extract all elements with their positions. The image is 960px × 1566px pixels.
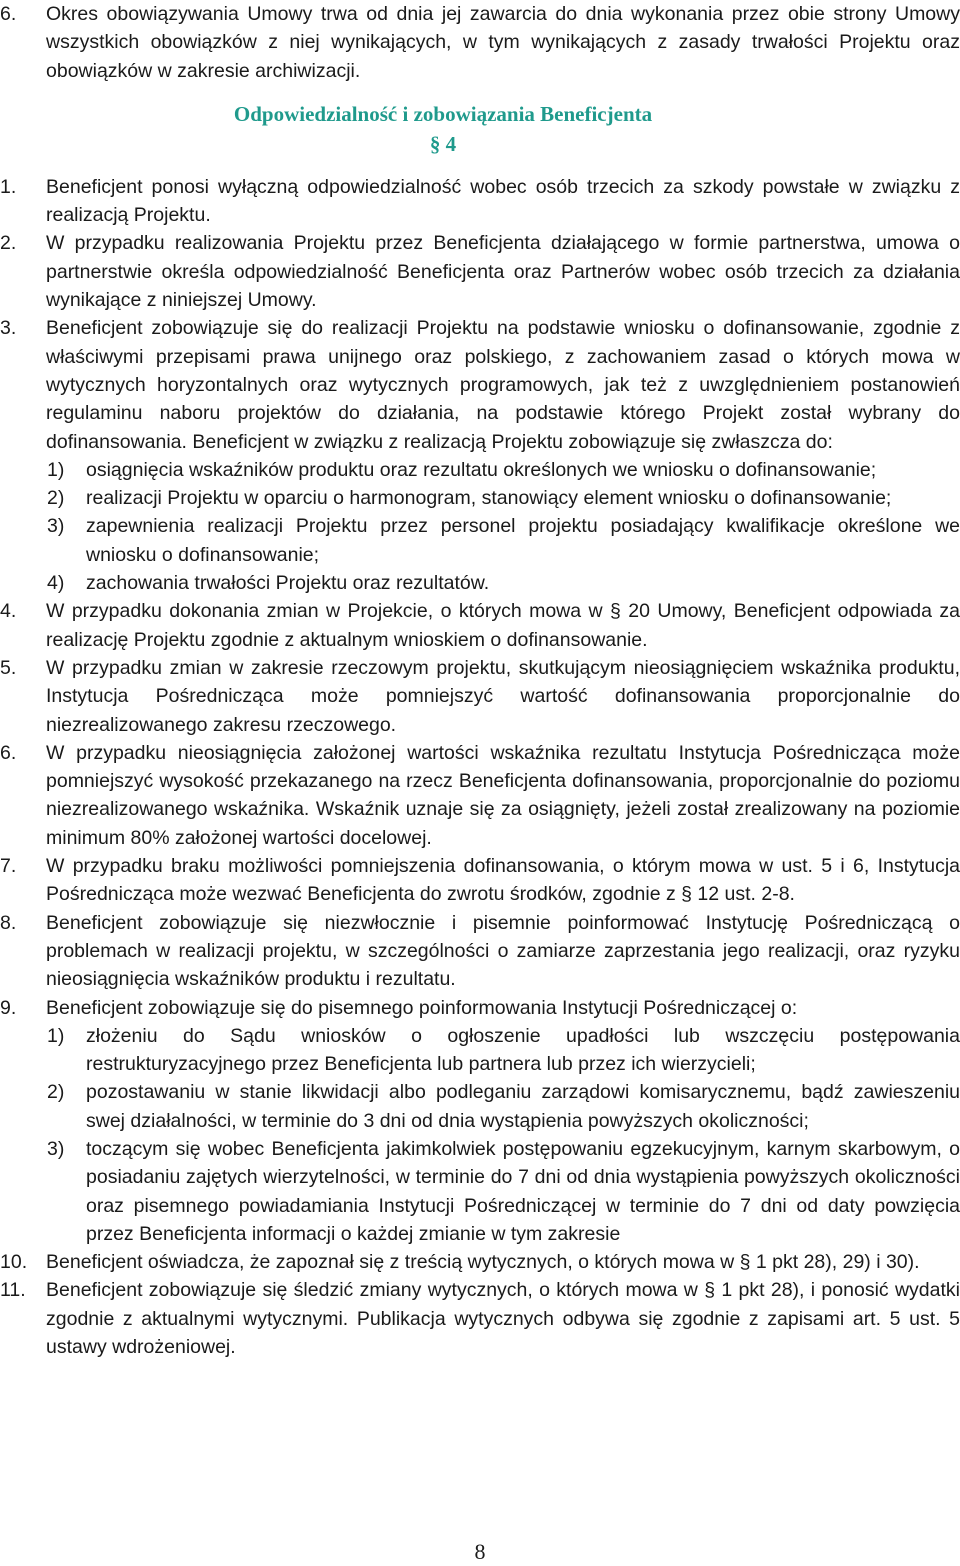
list-item [0,229,960,314]
item-text: Beneficjent zobowiązuje się do realizacji Projektu na podstawie wniosku o dofinansowanie, zgodnie z właściwymi przepisami prawa unijnego oraz polskiego, z zachowaniem zasad o których mowa w wytycznych horyzontalnych oraz wytycznych programowych, jak też z uwzględnieniem postanowień regulaminu naboru projektów do działania, na podstawie którego Projekt został wybrany do dofinansowania. Beneficjent w związku z realizacją Projektu zobowiązuje się zwłaszcza do: [46,317,960,453]
page-number: 8 [474,1539,486,1564]
list-item [0,654,960,739]
item-number: 7. [0,855,17,878]
item-text: Beneficjent zobowiązuje się śledzić zmiany wytycznych, o których mowa w § 1 pkt 28), i ponosić wydatki zgodnie z aktualnymi wytycznymi. Publikacja wytycznych odbywa się zgodnie z zapisami art. 5 ust. 5 ustawy wdrożeniowej. [46,1279,960,1359]
sub-item [0,1022,960,1079]
sub-item-text: złożeniu do Sądu wniosków o ogłoszenie upadłości lub wszczęciu postępowania restrukturyzacyjnego przez Beneficjenta lub partnera lub przez ich wierzycieli; [86,1024,960,1076]
list-item [0,852,960,909]
item-text: W przypadku dokonania zmian w Projekcie, o których mowa w § 20 Umowy, Beneficjent odpowiada za realizację Projektu zgodnie z aktualnym wnioskiem o dofinansowanie. [46,600,960,651]
item-text: W przypadku nieosiągnięcia założonej wartości wskaźnika rezultatu Instytucja Pośrednicząca może pomniejszyć wysokość przekazanego na rzecz Beneficjenta dofinansowania, proporcjonalnie do poziomu niezrealizowanego wskaźnika. Wskaźnik uznaje się za osiągnięty, jeżeli został zrealizowany na poziomie minimum 80% założonej wartości docelowej. [46,741,960,849]
sub-item-text: pozostawaniu w stanie likwidacji albo podleganiu zarządowi komisarycznemu, bądź zawieszeniu swej działalności, w terminie do 3 dni od dnia wystąpienia powyższych okoliczności; [86,1081,960,1132]
item-number: 9. [0,996,17,1019]
sub-item [0,569,960,597]
list-item [0,597,960,654]
sub-item-number: 3) [47,1137,65,1160]
item-number: 6. [0,3,17,25]
paragraph-number: § 4 [429,131,457,156]
list-item [0,739,960,852]
sub-item-number: 4) [47,572,65,595]
item-text: Okres obowiązywania Umowy trwa od dnia jej zawarcia do dnia wykonania przez obie strony Umowy wszystkich obowiązków z niej wynikających, w tym wynikających z zasady trwałości Projektu oraz obowiązków w zakresie archiwizacji. [46,3,960,82]
item-number: 6. [0,741,17,764]
item-number: 5. [0,656,17,679]
item-number: 1. [0,175,17,198]
list-item [0,0,960,85]
item-number: 2. [0,232,17,255]
sub-item [0,484,960,512]
sub-item-text: toczącym się wobec Beneficjenta jakimkolwiek postępowaniu egzekucyjnym, karnym skarbowym, o posiadaniu zajętych wierzytelności, w terminie do 7 dni od dnia wystąpienia powyższych okoliczności oraz pisemnego powiadamiania Instytucji Pośredniczącej w terminie do 7 dni od daty powzięcia przez Beneficjenta informacji o każdej zmianie w tym zakresie [86,1137,960,1245]
list-item [0,314,960,455]
item-number: 11. [0,1279,26,1302]
sub-item [0,1135,960,1248]
item-text: W przypadku braku możliwości pomniejszenia dofinansowania, o którym mowa w ust. 5 i 6, Instytucja Pośrednicząca może wezwać Beneficjenta do zwrotu środków, zgodnie z § 12 ust. 2-8. [46,855,960,906]
item-number: 8. [0,911,17,934]
sub-item-number: 2) [47,487,65,510]
item-text: Beneficjent zobowiązuje się niezwłocznie i pisemnie poinformować Instytucję Pośredniczącą o problemach w realizacji projektu, w szczególności o zamiarze zaprzestania jego realizacji, oraz ryzyku nieosiągnięcia wskaźników produktu i rezultatu. [46,911,960,991]
section-title: Odpowiedzialność i zobowiązania Beneficjenta [233,101,653,126]
sub-item-number: 1) [47,458,65,481]
sub-item-number: 3) [47,515,65,538]
item-text: W przypadku zmian w zakresie rzeczowym projektu, skutkującym nieosiągnięciem wskaźnika produktu, Instytucja Pośrednicząca może pomniejszyć wartość dofinansowania proporcjonalnie do niezrealizowanego zakresu rzeczowego. [46,656,960,736]
item-text: Beneficjent ponosi wyłączną odpowiedzialność wobec osób trzecich za szkody powstałe w związku z realizacją Projektu. [46,175,960,227]
sub-item [0,456,960,484]
sub-item-number: 1) [47,1024,65,1047]
sub-item-text: zachowania trwałości Projektu oraz rezultatów. [86,572,490,595]
sub-item-number: 2) [47,1081,65,1104]
item-text: Beneficjent zobowiązuje się do pisemnego poinformowania Instytucji Pośredniczącej o: [46,996,798,1019]
list-item [0,1248,960,1276]
item-text: W przypadku realizowania Projektu przez Beneficjenta działającego w formie partnerstwa, umowa o partnerstwie określa odpowiedzialność Beneficjenta oraz Partnerów wobec osób trzecich za działania wynikające z niniejszej Umowy. [46,232,960,312]
item-number: 10. [0,1251,28,1274]
list-item [0,994,960,1022]
item-number: 4. [0,600,17,623]
item-text: Beneficjent oświadcza, że zapoznał się z treścią wytycznych, o których mowa w § 1 pkt 28), 29) i 30). [46,1251,920,1274]
sub-item [0,512,960,569]
sub-item [0,1078,960,1135]
list-item [0,909,960,994]
list-item [0,173,960,230]
item-number: 3. [0,317,17,340]
sub-item-text: zapewnienia realizacji Projektu przez personel projektu posiadający kwalifikacje określone we wniosku o dofinansowanie; [86,515,960,566]
list-item [0,1276,960,1361]
sub-item-text: realizacji Projektu w oparciu o harmonogram, stanowiący element wniosku o dofinansowanie; [86,487,892,510]
sub-item-text: osiągnięcia wskaźników produktu oraz rezultatu określonych we wniosku o dofinansowanie; [86,458,877,481]
